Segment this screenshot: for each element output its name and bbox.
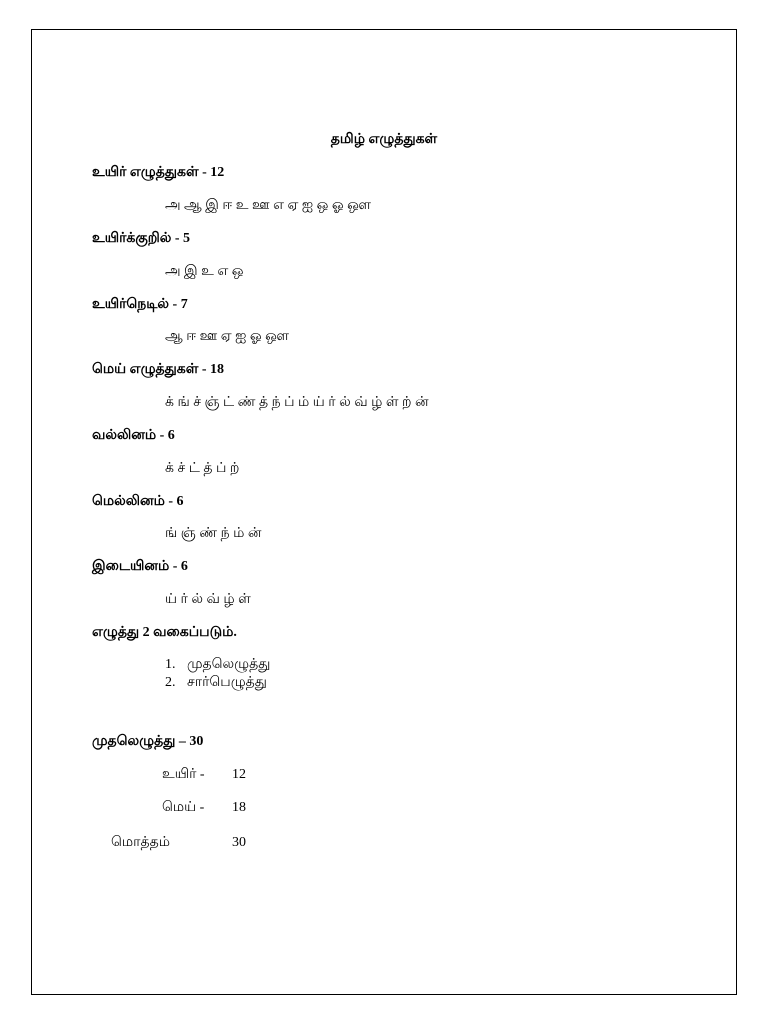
heading-long-vowels: உயிர்நெடில் - 7: [92, 297, 188, 312]
vowel-count-value: 12: [232, 767, 246, 782]
total-label: மொத்தம்: [111, 835, 170, 850]
heading-vowels: உயிர் எழுத்துகள் - 12: [92, 165, 225, 180]
heading-consonants: மெய் எழுத்துகள் - 18: [92, 362, 225, 377]
consonant-count-label: மெய் -: [162, 800, 205, 815]
letters-medial-consonants: ய் ர் ல் வ் ழ் ள்: [165, 592, 251, 607]
heading-letter-types: எழுத்து 2 வகைப்படும்.: [92, 625, 237, 640]
letter-types-list: [165, 656, 270, 692]
vowel-count-label: உயிர் -: [162, 767, 205, 782]
letters-consonants: க் ங் ச் ஞ் ட் ண் த் ந் ப் ம் ய் ர் ல் வ் ழ் ள் ற் ன்: [165, 395, 429, 410]
list-item: [165, 674, 270, 692]
heading-soft-consonants: மெல்லினம் - 6: [92, 494, 184, 509]
list-label: முதலெழுத்து: [187, 657, 271, 672]
letters-vowels: அ ஆ இ ஈ உ ஊ எ ஏ ஐ ஒ ஓ ஔ: [165, 198, 371, 213]
total-value: 30: [232, 835, 246, 850]
list-label: சார்பெழுத்து: [187, 675, 267, 690]
document-title: தமிழ் எழுத்துகள்: [330, 132, 438, 147]
letters-long-vowels: ஆ ஈ ஊ ஏ ஐ ஓ ஔ: [165, 329, 289, 344]
consonant-count-value: 18: [232, 800, 246, 815]
letters-soft-consonants: ங் ஞ் ண் ந் ம் ன்: [165, 526, 262, 541]
heading-medial-consonants: இடையினம் - 6: [92, 559, 188, 574]
heading-hard-consonants: வல்லினம் - 6: [92, 428, 175, 443]
letters-hard-consonants: க் ச் ட் த் ப் ற்: [165, 461, 240, 476]
letters-short-vowels: அ இ உ எ ஒ: [165, 264, 244, 279]
heading-primary-letters: முதலெழுத்து – 30: [92, 734, 204, 749]
list-item: [165, 656, 270, 674]
list-number: 2.: [165, 675, 176, 690]
list-number: 1.: [165, 657, 176, 672]
heading-short-vowels: உயிர்க்குறில் - 5: [92, 231, 191, 246]
